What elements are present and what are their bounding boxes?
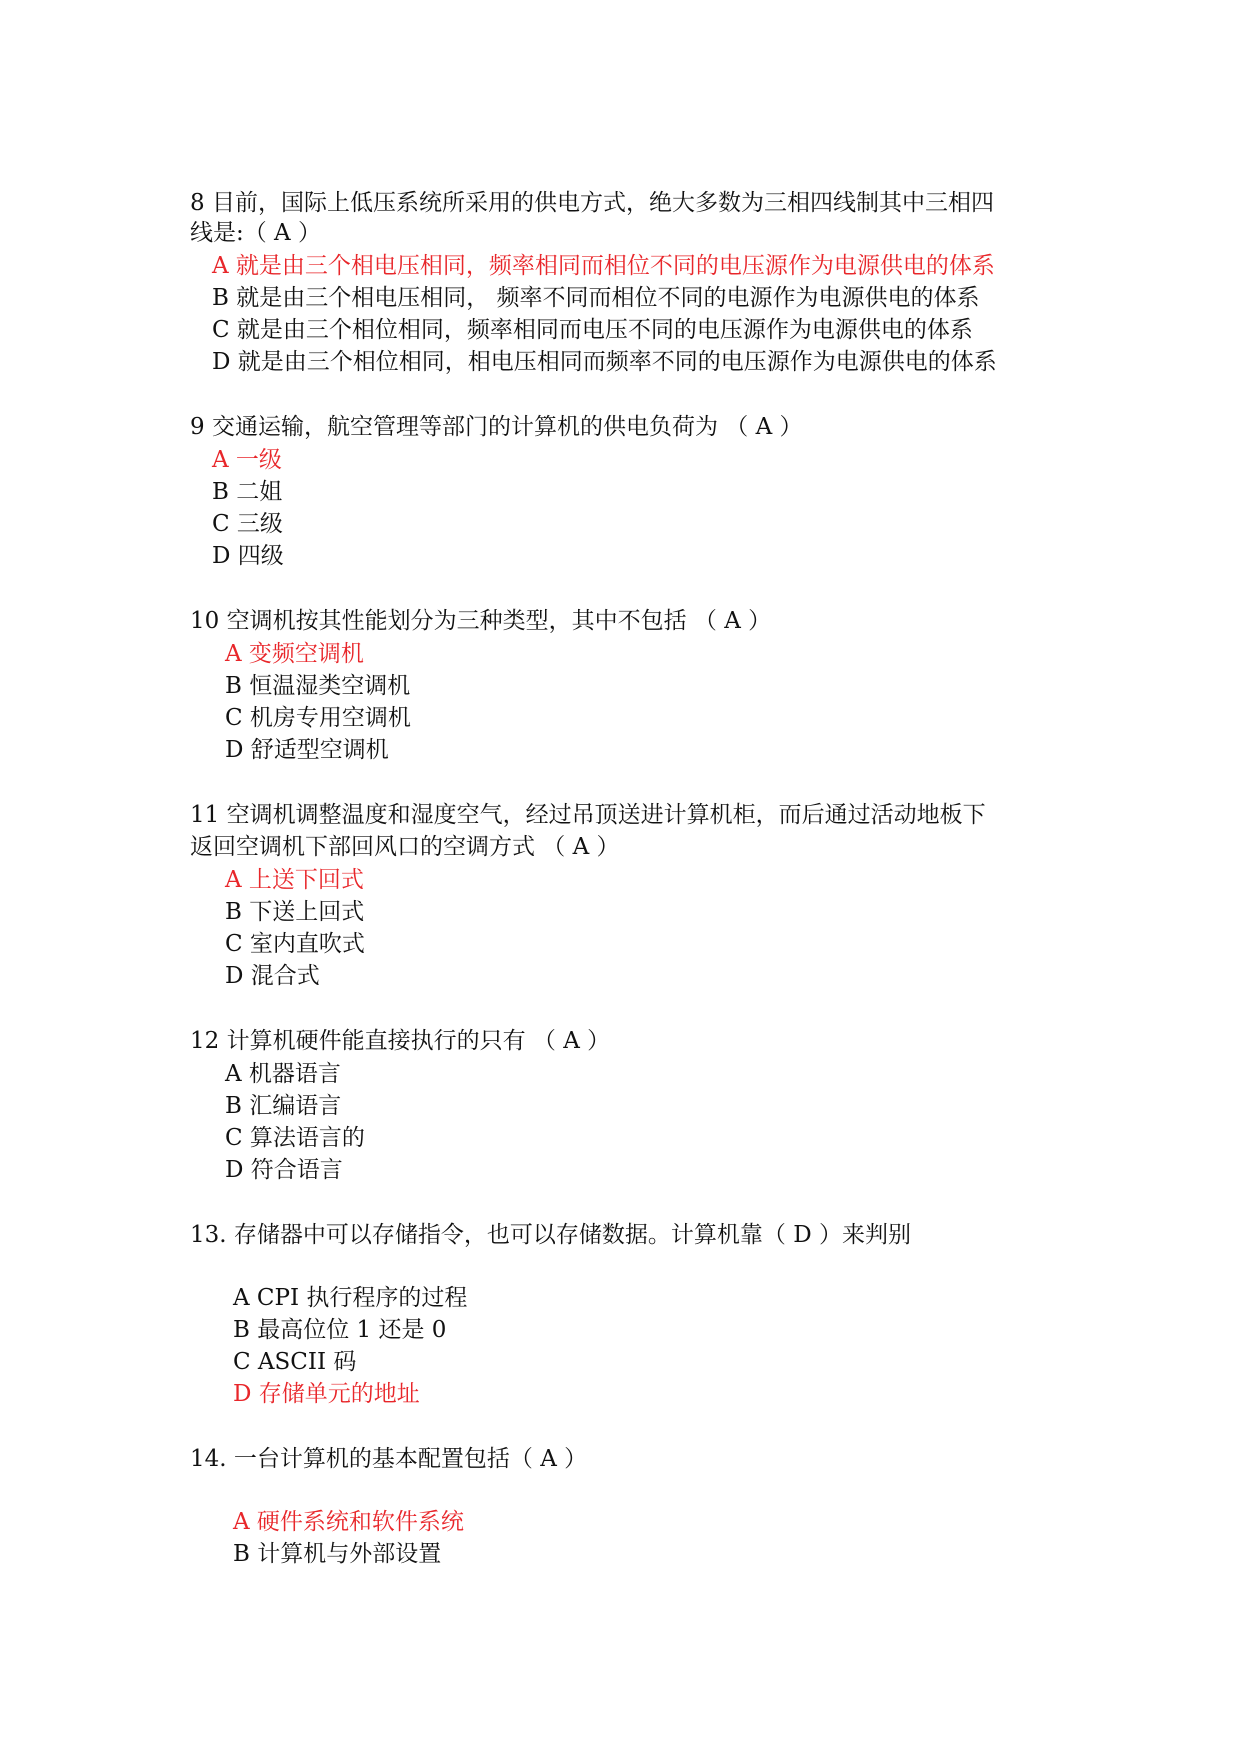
- question-12-text: 12 计算机硬件能直接执行的只有 （ A ）: [190, 1028, 611, 1054]
- question-12-option-b: B 汇编语言: [225, 1093, 342, 1119]
- question-9-option-b: B 二姐: [212, 479, 283, 505]
- question-8-option-d: D 就是由三个相位相同，相电压相同而频率不同的电压源作为电源供电的体系: [212, 349, 997, 375]
- question-13-option-d: D 存储单元的地址: [233, 1381, 420, 1407]
- question-10-text: 10 空调机按其性能划分为三种类型，其中不包括 （ A ）: [190, 608, 772, 634]
- question-9-option-c: C 三级: [212, 511, 283, 537]
- question-13-option-c: C ASCII 码: [233, 1349, 357, 1375]
- question-14-option-b: B 计算机与外部设置: [233, 1541, 442, 1567]
- question-11-text-line-1: 11 空调机调整温度和湿度空气，经过吊顶送进计算机柜，而后通过活动地板下: [190, 802, 986, 828]
- question-10-option-c: C 机房专用空调机: [225, 705, 411, 731]
- question-9-option-a: A 一级: [212, 447, 282, 473]
- question-11-option-c: C 室内直吹式: [225, 931, 365, 957]
- question-8-text-line-2: 线是:（ A ）: [190, 220, 321, 246]
- question-12-option-c: C 算法语言的: [225, 1125, 365, 1151]
- question-11-option-a: A 上送下回式: [225, 867, 364, 893]
- question-13-option-a: A CPI 执行程序的过程: [233, 1285, 468, 1311]
- question-12-option-a: A 机器语言: [225, 1061, 341, 1087]
- question-11-option-d: D 混合式: [225, 963, 320, 989]
- question-10-option-d: D 舒适型空调机: [225, 737, 389, 763]
- question-8-option-b: B 就是由三个相电压相同， 频率不同而相位不同的电源作为电源供电的体系: [212, 285, 980, 311]
- question-9-text: 9 交通运输，航空管理等部门的计算机的供电负荷为 （ A ）: [190, 414, 803, 440]
- question-8-option-c: C 就是由三个相位相同，频率相同而电压不同的电压源作为电源供电的体系: [212, 317, 973, 343]
- question-11-text-line-2: 返回空调机下部回风口的空调方式 （ A ）: [190, 834, 620, 860]
- question-11-option-b: B 下送上回式: [225, 899, 365, 925]
- question-8-text-line-1: 8 目前，国际上低压系统所采用的供电方式，绝大多数为三相四线制其中三相四: [190, 190, 994, 216]
- question-13-option-b: B 最高位位 1 还是 0: [233, 1317, 447, 1343]
- question-14-text: 14. 一台计算机的基本配置包括（ A ）: [190, 1446, 588, 1472]
- question-13-text: 13. 存储器中可以存储指令，也可以存储数据。计算机靠（ D ）来判别: [190, 1222, 911, 1248]
- question-10-option-a: A 变频空调机: [225, 641, 364, 667]
- question-14-option-a: A 硬件系统和软件系统: [233, 1509, 464, 1535]
- question-12-option-d: D 符合语言: [225, 1157, 343, 1183]
- question-10-option-b: B 恒温湿类空调机: [225, 673, 411, 699]
- question-8-option-a: A 就是由三个相电压相同，频率相同而相位不同的电压源作为电源供电的体系: [212, 253, 995, 279]
- question-9-option-d: D 四级: [212, 543, 284, 569]
